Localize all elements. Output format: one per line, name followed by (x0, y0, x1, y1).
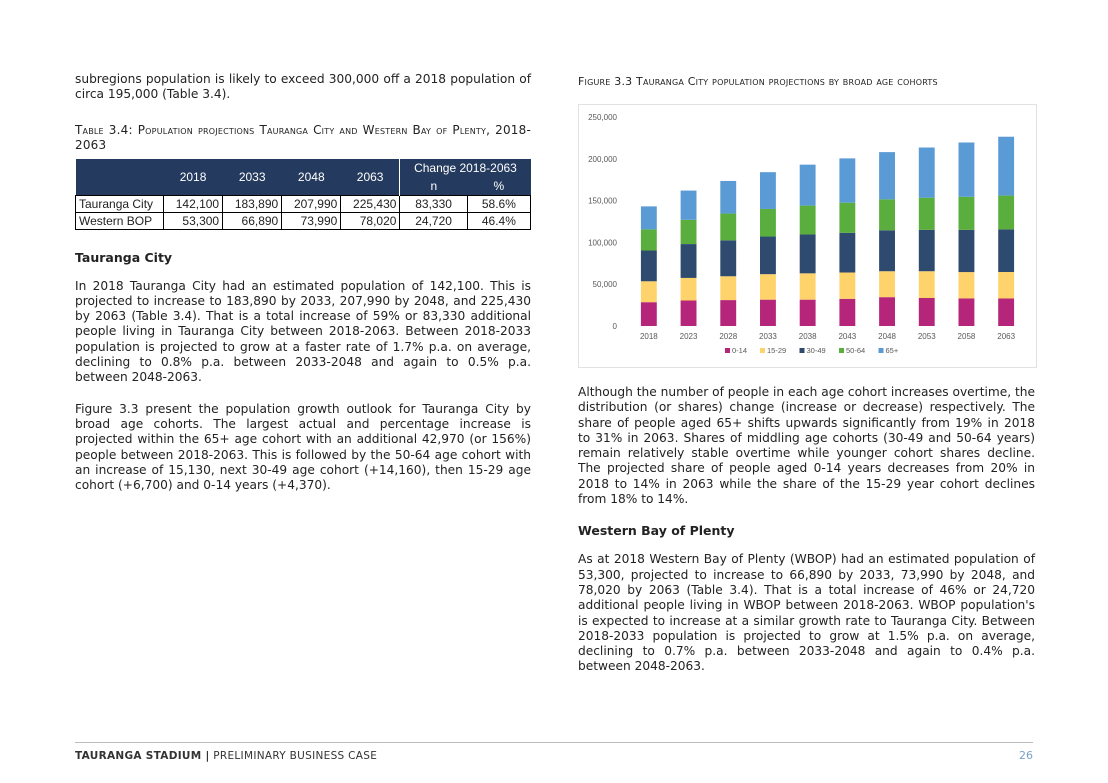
y-tick-label: 200,000 (588, 154, 617, 164)
page-number: 26 (1019, 749, 1033, 762)
bar-segment-65+ (879, 152, 895, 199)
table-header-n: n (400, 177, 467, 196)
left-column (75, 72, 531, 493)
bar-segment-0-14 (998, 298, 1014, 326)
tauranga-paragraph-2: Figure 3.3 present the population growth outlook for Tauranga City by broad age cohorts. The largest actual and percentage increase is projected within the 65+ age cohort with an additional 42,970 (or 156%) people between 2018-2063. This is followed by the 50-64 age cohort with an increase of 15,130, next 30-49 age cohort (+14,160), then 15-29 age cohort (+6,700) and 0-14 years (+4,370). (75, 401, 531, 493)
footer-title-bold: TAURANGA STADIUM | (75, 750, 210, 762)
bar-segment-15-29 (720, 276, 736, 300)
x-tick-label: 2063 (997, 332, 1016, 341)
right-column (578, 72, 1035, 90)
legend-label: 65+ (885, 346, 899, 355)
cell-value: 183,890 (223, 195, 282, 212)
table-header-pct: % (467, 177, 530, 196)
row-label: Tauranga City (76, 195, 164, 212)
cell-value: 66,890 (223, 212, 282, 229)
bar-segment-15-29 (879, 271, 895, 297)
bar-segment-50-64 (959, 197, 975, 230)
bar-segment-0-14 (839, 299, 855, 326)
bar-segment-30-49 (919, 230, 935, 271)
bar-segment-15-29 (800, 273, 816, 299)
cell-change-pct: 46.4% (467, 212, 530, 229)
table-row (76, 212, 531, 229)
table-header-change: Change 2018-2063 (400, 159, 531, 177)
bar-segment-0-14 (760, 300, 776, 326)
x-tick-label: 2048 (878, 332, 896, 341)
figure-caption: Figure 3.3 Tauranga City population projections by broad age cohorts (578, 75, 938, 88)
x-tick-label: 2053 (917, 332, 936, 341)
bar-segment-30-49 (879, 230, 895, 271)
x-tick-label: 2023 (679, 332, 698, 341)
bar-segment-15-29 (839, 272, 855, 298)
bar-segment-65+ (959, 142, 975, 196)
bar-segment-65+ (800, 165, 816, 206)
row-label: Western BOP (76, 212, 164, 229)
tauranga-paragraph-1: In 2018 Tauranga City had an estimated population of 142,100. This is projected to increase to 183,890 by 2033, 207,990 by 2048, and 225,430 by 2063 (Table 3.4). That is a total increase of 59% or 83,330 additional people living in Tauranga City between 2018-2063. Between 2018-2033 population is projected to grow at a faster rate of 1.7% p.a. on average, declining to 0.8% p.a. between 2033-2048 and again to 0.5% p.a. between 2048-2063. (75, 278, 531, 385)
x-tick-label: 2018 (639, 332, 658, 341)
wbop-paragraph: As at 2018 Western Bay of Plenty (WBOP) had an estimated population of 53,300, projected to increase to 66,890 by 2033, 73,990 by 2048, and 78,020 by 2063 (Table 3.4). That is a total increase of 46% or 24,720 additional people living in WBOP between 2018-2063. WBOP population's is expected to increase at a similar growth rate to Tauranga City. Between 2018-2033 population is projected to grow at 1.5% p.a. on average, declining to 0.7% p.a. between 2033-2048 and again to 0.4% p.a. between 2048-2063. (578, 552, 1035, 674)
cell-value: 73,990 (282, 212, 341, 229)
bar-segment-15-29 (959, 272, 975, 298)
population-table (75, 159, 531, 230)
bar-segment-65+ (720, 181, 736, 214)
bar-segment-50-64 (879, 199, 895, 230)
bar-segment-65+ (998, 137, 1014, 196)
right-text-block (578, 385, 1035, 675)
legend-swatch (839, 348, 844, 353)
bar-segment-15-29 (760, 274, 776, 299)
bar-segment-30-49 (720, 240, 736, 276)
cell-value: 53,300 (164, 212, 223, 229)
table-row (76, 195, 531, 212)
bar-segment-30-49 (760, 237, 776, 275)
population-chart (579, 105, 1036, 367)
table-header-2048: 2048 (282, 159, 341, 196)
y-tick-label: 100,000 (588, 238, 617, 248)
cell-value: 142,100 (164, 195, 223, 212)
table-header-blank (76, 159, 164, 196)
legend-label: 15-29 (767, 346, 787, 355)
intro-paragraph: subregions population is likely to exceed 300,000 off a 2018 population of circa 195,000 (Table 3.4). (75, 72, 531, 102)
x-tick-label: 2058 (957, 332, 976, 341)
cell-value: 225,430 (341, 195, 400, 212)
bar-segment-30-49 (641, 251, 657, 282)
y-tick-label: 250,000 (588, 113, 617, 122)
bar-segment-0-14 (641, 302, 657, 326)
x-tick-label: 2043 (838, 332, 857, 341)
bar-segment-30-49 (681, 244, 697, 278)
bar-segment-50-64 (998, 196, 1014, 230)
bar-segment-0-14 (919, 298, 935, 326)
bar-segment-65+ (839, 158, 855, 202)
bar-segment-65+ (760, 172, 776, 209)
x-tick-label: 2028 (719, 332, 738, 341)
y-tick-label: 50,000 (592, 280, 617, 290)
legend-label: 0-14 (732, 346, 748, 355)
bar-segment-50-64 (720, 214, 736, 241)
table-header-2063: 2063 (341, 159, 400, 196)
bar-segment-50-64 (760, 209, 776, 237)
population-chart-frame (578, 104, 1037, 368)
bar-segment-30-49 (800, 234, 816, 273)
bar-segment-50-64 (641, 229, 657, 250)
bar-segment-15-29 (998, 272, 1014, 299)
cell-change-n: 83,330 (400, 195, 467, 212)
bar-segment-50-64 (919, 198, 935, 230)
table-header-2033: 2033 (223, 159, 282, 196)
bar-segment-0-14 (879, 297, 895, 326)
bar-segment-0-14 (720, 300, 736, 326)
bar-segment-0-14 (959, 298, 975, 326)
bar-segment-65+ (919, 148, 935, 198)
footer-title (75, 750, 377, 762)
x-tick-label: 2038 (798, 332, 817, 341)
cell-change-pct: 58.6% (467, 195, 530, 212)
legend-label: 30-49 (806, 346, 826, 355)
cohort-share-paragraph: Although the number of people in each age cohort increases overtime, the distribution (or shares) change (increase or decrease) respectively. The share of people aged 65+ shifts upwards significantly from 19% in 2018 to 31% in 2063. Shares of middling age cohorts (30-49 and 50-64 years) remain relatively stable overtime while younger cohort shares decline. The projected share of people aged 0-14 years decreases from 20% in 2018 to 14% in 2063 while the share of the 15-29 year cohort declines from 18% to 14%. (578, 385, 1035, 507)
page-footer (75, 742, 1033, 762)
y-tick-label: 150,000 (588, 196, 617, 206)
x-tick-label: 2033 (759, 332, 777, 341)
y-tick-label: 0 (612, 322, 617, 331)
bar-segment-30-49 (998, 229, 1014, 272)
section-heading-wbop: Western Bay of Plenty (578, 523, 735, 539)
footer-title-rest: PRELIMINARY BUSINESS CASE (209, 750, 378, 762)
bar-segment-50-64 (800, 206, 816, 235)
legend-swatch (725, 348, 730, 353)
bar-segment-15-29 (681, 278, 697, 301)
section-heading-tauranga: Tauranga City (75, 249, 173, 265)
bar-segment-30-49 (959, 230, 975, 272)
bar-segment-65+ (681, 191, 697, 220)
legend-swatch (800, 348, 805, 353)
table-caption: Table 3.4: Population projections Tauranga City and Western Bay of Plenty, 2018-2063 (75, 122, 531, 152)
bar-segment-50-64 (681, 220, 697, 244)
legend-swatch (879, 348, 884, 353)
cell-value: 207,990 (282, 195, 341, 212)
cell-value: 78,020 (341, 212, 400, 229)
bar-segment-50-64 (839, 203, 855, 233)
bar-segment-15-29 (641, 281, 657, 302)
bar-segment-15-29 (919, 271, 935, 298)
bar-segment-0-14 (681, 301, 697, 326)
cell-change-n: 24,720 (400, 212, 467, 229)
bar-segment-65+ (641, 206, 657, 229)
bar-segment-0-14 (800, 300, 816, 326)
table-header-2018: 2018 (164, 159, 223, 196)
bar-segment-30-49 (839, 233, 855, 273)
legend-label: 50-64 (846, 346, 866, 355)
legend-swatch (760, 348, 765, 353)
